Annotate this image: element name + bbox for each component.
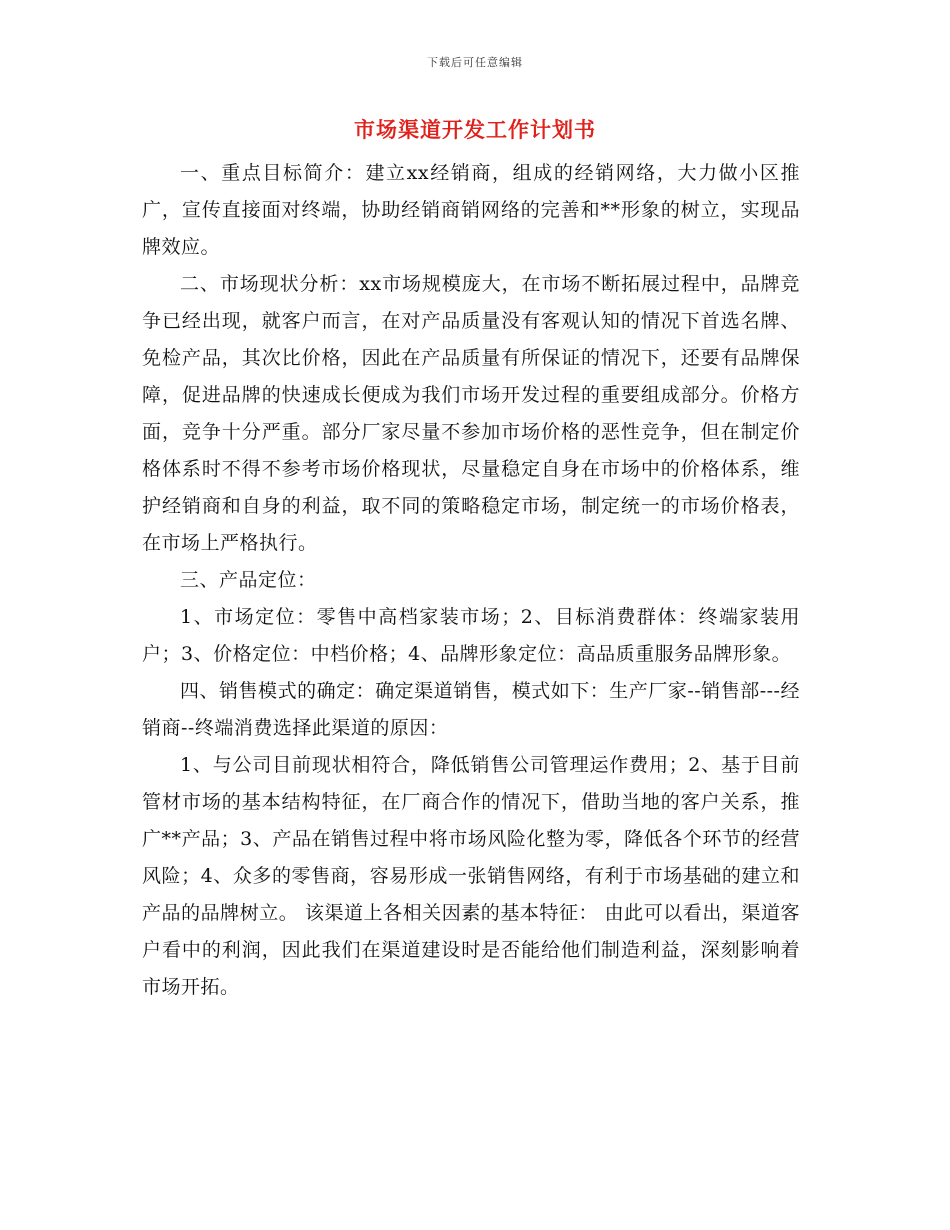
paragraph-market-analysis: 二、市场现状分析：xx市场规模庞大，在市场不断拓展过程中，品牌竞争已经出现，就客户而言，在对产品质量没有客观认知的情况下首选名牌、免检产品，其次比价格，因此在产品质量有所保证的情况下，还要有品牌保障，促进品牌的快速成长便成为我们市场开发过程的重要组成部分。价格方面，竞争十分严重。部分厂家尽量不参加市场价格的恶性竞争，但在制定价格体系时不得不参考市场价格现状，尽量稳定自身在市场中的价格体系，维护经销商和自身的利益，取不同的策略稳定市场，制定统一的市场价格表，在市场上严格执行。	[142, 273, 800, 554]
paragraph-product-positioning-heading: 三、产品定位：	[180, 569, 317, 591]
page-header-note: 下载后可任意编辑	[427, 56, 523, 69]
paragraph-key-goals: 一、重点目标简介：建立xx经销商，组成的经销网络，大力做小区推广，宣传直接面对终端，协助经销商销网络的完善和**形象的树立，实现品牌效应。	[142, 162, 800, 258]
paragraph-sales-model: 四、销售模式的确定：确定渠道销售，模式如下：生产厂家--销售部---经销商--终端消费选择此渠道的原因：	[142, 680, 800, 739]
paragraph-channel-reasons: 1、与公司目前现状相符合，降低销售公司管理运作费用；2、基于目前管材市场的基本结构特征，在厂商合作的情况下，借助当地的客户关系，推广**产品；3、产品在销售过程中将市场风险化整为零，降低各个环节的经营风险；4、众多的零售商，容易形成一张销售网络，有利于市场基础的建立和产品的品牌树立。 该渠道上各相关因素的基本特征： 由此可以看出，渠道客户看中的利润，因此我们在渠道建设时是否能给他们制造利益，深刻影响着市场开拓。	[142, 754, 800, 998]
paragraph-positioning-details: 1、市场定位：零售中高档家装市场；2、目标消费群体：终端家装用户；3、价格定位：中档价格；4、品牌形象定位：高品质重服务品牌形象。	[142, 606, 800, 665]
document-body	[142, 155, 800, 1006]
document-title: 市场渠道开发工作计划书	[354, 117, 596, 142]
